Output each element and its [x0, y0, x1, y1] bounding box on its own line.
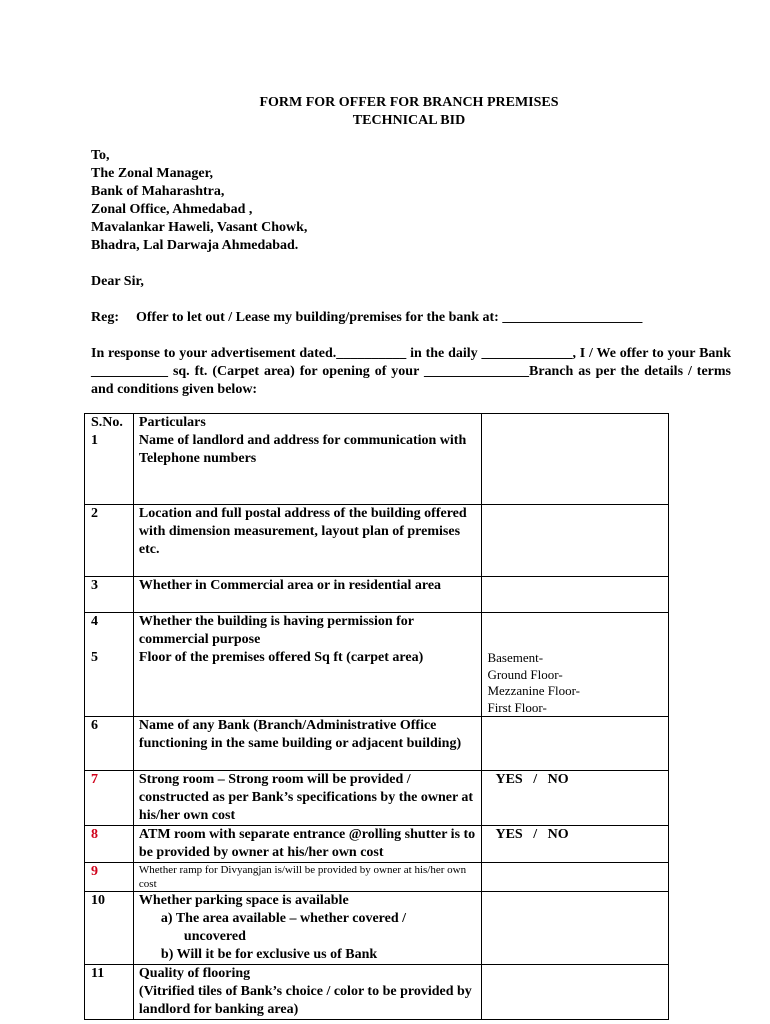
sno-header: S.No. — [91, 415, 123, 430]
response-cell[interactable] — [482, 577, 669, 613]
response-cell[interactable] — [482, 414, 669, 505]
particulars-cell: Strong room – Strong room will be provided / constructed as per Bank’s specifications by the owner at his/her own cost — [133, 771, 482, 826]
table-row — [85, 613, 669, 717]
sno-value: 5 — [91, 650, 98, 665]
floor-mezzanine: Mezzanine Floor- — [487, 683, 580, 698]
particulars-table — [84, 413, 669, 1020]
table-row — [85, 863, 669, 892]
table-row — [85, 414, 669, 505]
table-row — [85, 826, 669, 863]
particulars-cell: Whether in Commercial area or in residential area — [133, 577, 482, 613]
response-cell[interactable] — [482, 863, 669, 892]
sno-cell — [85, 414, 134, 505]
sno-cell: 11 — [85, 965, 134, 1020]
particulars-subtext: (Vitrified tiles of Bank’s choice / color to be provided by landlord for banking area) — [138, 984, 472, 1017]
sno-cell: 2 — [85, 505, 134, 577]
table-row — [85, 717, 669, 771]
address-line: To, — [91, 148, 110, 163]
address-line: Zonal Office, Ahmedabad , — [91, 202, 253, 217]
particulars-cell — [133, 965, 482, 1020]
floor-ground: Ground Floor- — [487, 666, 563, 682]
sno-cell: 7 — [85, 771, 134, 826]
response-cell[interactable] — [482, 965, 669, 1020]
form-subtitle: TECHNICAL BID — [352, 113, 466, 128]
particulars-text: Whether the building is having permission for commercial purpose — [138, 614, 414, 647]
sub-item-a: a) The area available – whether covered / — [160, 911, 407, 926]
particulars-cell: ATM room with separate entrance @rolling shutter is to be provided by owner at his/her own cost — [133, 826, 482, 863]
table-row — [85, 892, 669, 965]
particulars-text: Name of landlord and address for communication with Telephone numbers — [138, 433, 467, 466]
particulars-text: Whether parking space is available — [138, 893, 349, 908]
sub-item-b: b) Will it be for exclusive us of Bank — [160, 947, 378, 962]
particulars-cell — [133, 892, 482, 965]
particulars-cell — [133, 414, 482, 505]
particulars-header: Particulars — [138, 415, 206, 430]
sno-cell: 9 — [85, 863, 134, 892]
salutation: Dear Sir, — [91, 274, 144, 289]
reg-label: Reg: — [91, 310, 119, 325]
sno-cell: 6 — [85, 717, 134, 771]
response-cell[interactable] — [482, 892, 669, 965]
sno-cell — [85, 613, 134, 717]
intro-paragraph: In response to your advertisement dated.__________ in the daily _____________, I / We offer to your Bank ___________ sq. ft. (Carpet area) for opening of your _______________Branch as per the details / terms and conditions given below: — [91, 346, 731, 397]
sno-value: 4 — [91, 614, 98, 629]
particulars-text: Quality of flooring — [138, 966, 251, 981]
table-row — [85, 771, 669, 826]
response-cell[interactable] — [482, 505, 669, 577]
floor-basement: Basement- — [487, 650, 544, 665]
address-line: The Zonal Manager, — [91, 166, 213, 181]
form-title: FORM FOR OFFER FOR BRANCH PREMISES — [259, 95, 559, 110]
particulars-text: Floor of the premises offered Sq ft (carpet area) — [138, 650, 424, 665]
address-line: Bhadra, Lal Darwaja Ahmedabad. — [91, 238, 299, 253]
response-cell[interactable] — [482, 771, 669, 826]
reg-text: Offer to let out / Lease my building/premises for the bank at: ____________________ — [136, 310, 643, 325]
sno-cell: 3 — [85, 577, 134, 613]
response-cell[interactable] — [482, 826, 669, 863]
address-line: Bank of Maharashtra, — [91, 184, 225, 199]
sno-value: 1 — [91, 433, 98, 448]
response-cell[interactable] — [482, 717, 669, 771]
particulars-cell: Location and full postal address of the building offered with dimension measurement, layout plan of premises etc. — [133, 505, 482, 577]
sno-cell: 10 — [85, 892, 134, 965]
table-row — [85, 965, 669, 1020]
table-row — [85, 505, 669, 577]
address-line: Mavalankar Haweli, Vasant Chowk, — [91, 220, 308, 235]
floor-list — [487, 650, 663, 716]
particulars-cell — [133, 613, 482, 717]
yes-no-option[interactable]: YES / NO — [495, 772, 569, 787]
table-row — [85, 577, 669, 613]
floor-first: First Floor- — [487, 699, 547, 715]
sno-cell: 8 — [85, 826, 134, 863]
particulars-cell: Whether ramp for Divyangjan is/will be provided by owner at his/her own cost — [133, 863, 482, 892]
particulars-cell: Name of any Bank (Branch/Administrative Office functioning in the same building or adjacent building) — [133, 717, 482, 771]
yes-no-option[interactable]: YES / NO — [495, 827, 569, 842]
sub-item-a-cont: uncovered — [183, 929, 246, 944]
response-cell[interactable] — [482, 613, 669, 717]
